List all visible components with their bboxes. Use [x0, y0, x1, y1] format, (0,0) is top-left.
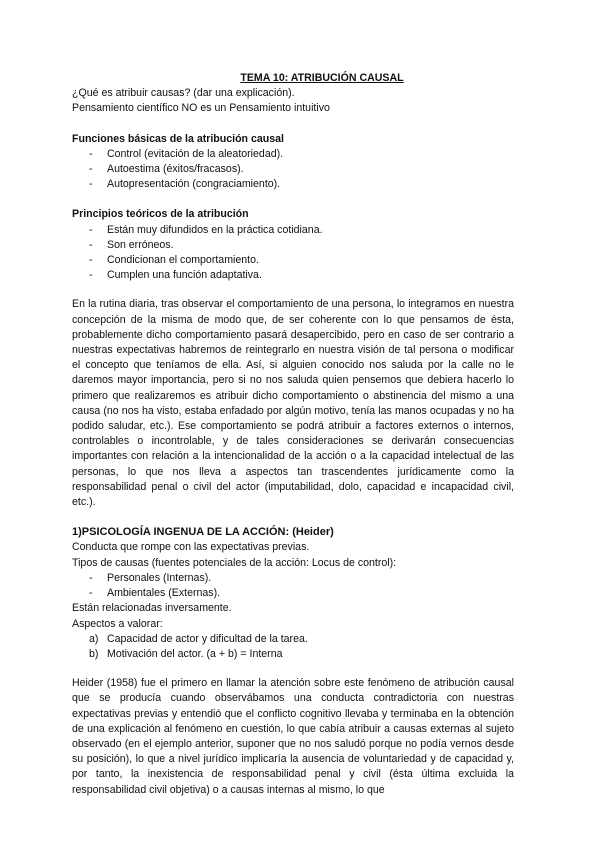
- functions-heading: Funciones básicas de la atribución causal: [72, 132, 284, 145]
- paragraph-routine: En la rutina diaria, tras observar el comportamiento de una persona, lo integramos en nuestra concepción de la misma de modo que, de ser coherente con lo que pensamos de ésta, probablemente dicho comportamiento pasará desapercibido, pero en caso de ser contrario a nuestras expectativas habremos de reintegrarlo en nuestra visión de tal persona o modificar el concepto que teníamos de ella. Así, si alguien conocido nos saluda por la calle no le daremos mayor importancia, pero si no nos saluda quien pensemos que debiera hacerlo lo primero que realizaremos es atribuir dicho comportamiento o abstinencia del mismo a una causa (no nos ha visto, estaba enfadado por algún motivo, tenía las manos ocupadas y no ha podido saludar, etc.). Ese comportamiento se podrá atribuir a factores externos o internos, controlables o incontrolable, y de tales consideraciones se derivarán consecuencias importantes con relación a la intencionalidad de la acción o a la capacidad intelectual de las personas, lo que nos lleva a aspectos tan trascendentes jurídicamente como la responsabilidad penal o civil del actor (imputabilidad, dolo, capacidad e incapacidad civil, etc.).: [72, 298, 514, 509]
- list-item: - Están muy difundidos en la práctica cotidiana.: [72, 223, 514, 238]
- intro-question: ¿Qué es atribuir causas? (dar una explicación).: [72, 87, 295, 100]
- list-item: - Condicionan el comportamiento.: [72, 253, 514, 268]
- document-title: TEMA 10: ATRIBUCIÓN CAUSAL: [240, 72, 404, 84]
- list-item: [72, 632, 514, 647]
- intro-statement: Pensamiento científico NO es un Pensamiento intuitivo: [72, 102, 330, 115]
- list-item: - Cumplen una función adaptativa.: [72, 268, 514, 283]
- list-item: [72, 647, 514, 662]
- paragraph-heider: Heider (1958) fue el primero en llamar la atención sobre este fenómeno de atribución causal que se producía cuando observábamos una conducta contradictoria con nuestras expectativas previas y entendió que el conflicto cognitivo llevaba y terminaba en la obtención de una explicación al fenómeno en cuestión, lo que cabía atribuir a causas externas al sujeto observado (en el ejemplo anterior, suponer que no nos saludó porque no podía vernos desde su posición), lo que a nivel jurídico implicaría la ausencia de voluntariedad y de capacidad y, por tanto, la inexistencia de responsabilidad penal y civil (ésta última excluida la responsabilidad civil objetiva) o a causas internas al mismo, lo que: [72, 677, 514, 796]
- section-heider-line: Aspectos a valorar:: [72, 617, 163, 630]
- section-heider-line: Tipos de causas (fuentes potenciales de la acción: Locus de control):: [72, 556, 397, 569]
- list-item: - Son erróneos.: [72, 238, 514, 253]
- list-item: - Personales (Internas).: [72, 571, 514, 586]
- list-marker: b): [89, 647, 99, 660]
- section-heider-heading: 1)PSICOLOGÍA INGENUA DE LA ACCIÓN: (Heider): [72, 526, 334, 539]
- list-item: - Autopresentación (congraciamiento).: [72, 177, 514, 192]
- list-item-text: Motivación del actor. (a + b) = Interna: [107, 647, 283, 660]
- section-heider-line: Conducta que rompe con las expectativas previas.: [72, 541, 310, 554]
- list-item: - Control (evitación de la aleatoriedad).: [72, 147, 514, 162]
- functions-list: [72, 147, 514, 193]
- section-heider-line: Están relacionadas inversamente.: [72, 602, 232, 615]
- aspects-list: [72, 632, 514, 662]
- cause-types-list: [72, 571, 514, 601]
- principles-heading: Principios teóricos de la atribución: [72, 208, 249, 221]
- list-item-text: Capacidad de actor y dificultad de la tarea.: [107, 632, 308, 645]
- list-marker: a): [89, 632, 99, 645]
- list-item: - Autoestima (éxitos/fracasos).: [72, 162, 514, 177]
- principles-list: [72, 223, 514, 284]
- list-item: - Ambientales (Externas).: [72, 586, 514, 601]
